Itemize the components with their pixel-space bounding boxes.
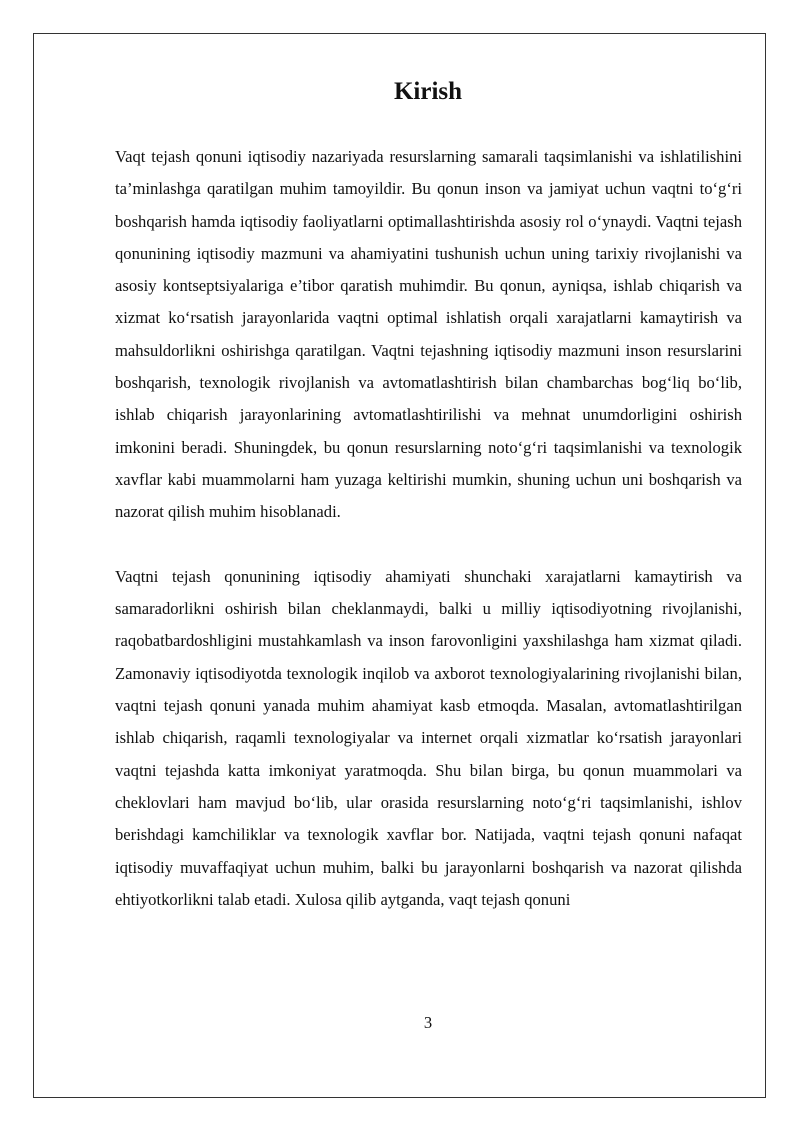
paragraph: Vaqtni tejash qonunining iqtisodiy ahamiyati shunchaki xarajatlarni kamaytirish va samaradorlikni oshirish bilan cheklanmaydi, balki u milliy iqtisodiyotning rivojlanishi, raqobatbardoshligini mustahkamlash va inson farovonligini yaxshilashga ham xizmat qiladi. Zamonaviy iqtisodiyotda texnologik inqilob va axborot texnologiyalarining rivojlanishi bilan, vaqtni tejash qonuni yanada muhim ahamiyat kasb etmoqda. Masalan, avtomatlashtirilgan ishlab chiqarish, raqamli texnologiyalar va internet orqali xizmatlar ko‘rsatish jarayonlari vaqtni tejashda katta imkoniyat yaratmoqda. Shu bilan birga, bu qonun muammolari va cheklovlari ham mavjud bo‘lib, ular orasida resurslarning noto‘g‘ri taqsimlanishi, ishlov berishdagi kamchiliklar va texnologik xavflar bor. Natijada, vaqtni tejash qonuni nafaqat iqtisodiy muvaffaqiyat uchun muhim, balki bu jarayonlarni boshqarish va nazorat qilishda ehtiyotkorlikni talab etadi. Xulosa qilib aytganda, vaqt tejash qonuni [115,566,742,909]
paragraph: Vaqt tejash qonuni iqtisodiy nazariyada resurslarning samarali taqsimlanishi va ishlatilishini ta’minlashga qaratilgan muhim tamoyildir. Bu qonun inson va jamiyat uchun vaqtni to‘g‘ri boshqarish hamda iqtisodiy faoliyatlarni optimallashtirishda asosiy rol o‘ynaydi. Vaqtni tejash qonunining iqtisodiy mazmuni va ahamiyatini tushunish uchun uning tarixiy rivojlanishi va asosiy kontseptsiyalariga e’tibor qaratish muhimdir. Bu qonun, ayniqsa, ishlab chiqarish va xizmat ko‘rsatish jarayonlarida vaqtni optimal ishlatish orqali xarajatlarni kamaytirish va mahsuldorlikni oshirishga qaratilgan. Vaqtni tejashning iqtisodiy mazmuni inson resurslarini boshqarish, texnologik rivojlanish va avtomatlashtirish bilan chambarchas bog‘liq bo‘lib, ishlab chiqarish jarayonlarining avtomatlashtirilishi va mehnat unumdorligini oshirish imkonini beradi. Shuningdek, bu qonun resurslarning noto‘g‘ri taqsimlanishi va texnologik xavflar kabi muammolarni ham yuzaga keltirishi mumkin, shuning uchun uni boshqarish va nazorat qilish muhim hisoblanadi. [115,147,742,522]
page-number: 3 [423,1013,433,1032]
page-title: Kirish [393,78,463,105]
document-body [115,141,742,916]
